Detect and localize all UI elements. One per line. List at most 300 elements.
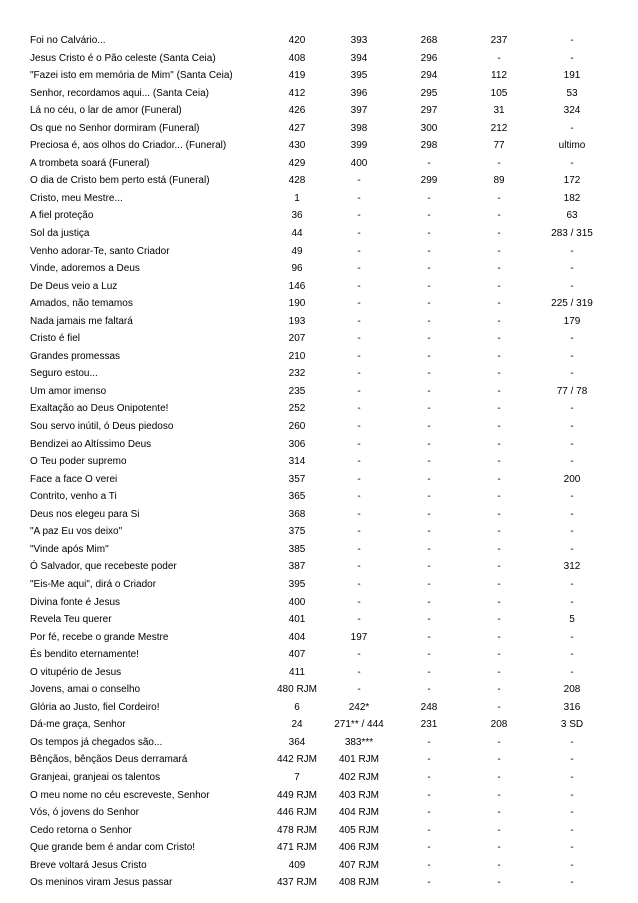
hymn-number-cell-3: - — [427, 842, 431, 854]
hymn-number-cell-5: - — [570, 526, 574, 538]
hymn-number-cell-4: - — [497, 789, 501, 801]
hymn-number-cell-5: 225 / 319 — [551, 298, 593, 310]
hymn-title-cell: O Teu poder supremo — [30, 456, 127, 468]
hymn-number-cell-4: - — [497, 877, 501, 889]
hymn-number-cell-1: 404 — [288, 631, 306, 643]
hymn-number-cell-2: 383*** — [344, 736, 374, 748]
hymn-number-cell-2: - — [357, 192, 361, 204]
hymn-number-cell-3: - — [427, 649, 431, 661]
hymn-number-cell-4: - — [497, 421, 501, 433]
hymn-number-cell-3: 248 — [420, 701, 438, 713]
hymn-number-cell-5: - — [570, 508, 574, 520]
hymn-number-cell-5: - — [570, 403, 574, 415]
table-row — [30, 541, 610, 559]
hymn-number-cell-4: - — [497, 649, 501, 661]
hymn-title-cell: Por fé, recebe o grande Mestre — [30, 631, 169, 643]
table-row — [30, 155, 610, 173]
hymn-number-cell-5: - — [570, 596, 574, 608]
hymn-number-cell-4: 105 — [490, 87, 508, 99]
hymn-number-cell-4: - — [497, 842, 501, 854]
table-row — [30, 436, 610, 454]
hymn-number-cell-4: - — [497, 631, 501, 643]
table-row — [30, 681, 610, 699]
hymn-number-cell-5: 283 / 315 — [551, 228, 593, 240]
hymn-title-cell: Um amor imenso — [30, 385, 107, 397]
hymn-number-cell-1: 437 RJM — [276, 877, 317, 889]
hymn-number-cell-2: - — [357, 543, 361, 555]
table-row — [30, 646, 610, 664]
hymn-number-cell-2: - — [357, 280, 361, 292]
table-row — [30, 874, 610, 892]
hymn-number-cell-2: - — [357, 350, 361, 362]
hymn-number-cell-3: - — [427, 350, 431, 362]
hymn-number-cell-3: - — [427, 438, 431, 450]
hymn-title-cell: Contrito, venho a Ti — [30, 491, 117, 503]
table-row — [30, 716, 610, 734]
table-row — [30, 558, 610, 576]
hymn-number-cell-2: - — [357, 526, 361, 538]
hymn-number-cell-1: 419 — [288, 70, 306, 82]
hymn-number-cell-4: - — [497, 684, 501, 696]
hymn-title-cell: Os meninos viram Jesus passar — [30, 877, 173, 889]
hymn-number-cell-2: 242* — [348, 701, 370, 713]
hymn-number-cell-1: 401 — [288, 614, 306, 626]
table-row — [30, 295, 610, 313]
hymn-number-cell-5: 191 — [563, 70, 581, 82]
hymn-number-cell-3: - — [427, 807, 431, 819]
hymn-number-cell-1: 400 — [288, 596, 306, 608]
hymn-title-cell: A trombeta soará (Funeral) — [30, 157, 150, 169]
hymn-number-cell-3: - — [427, 368, 431, 380]
hymn-table-body — [30, 32, 610, 892]
hymn-number-cell-5: 179 — [563, 315, 581, 327]
hymn-number-cell-5: - — [570, 842, 574, 854]
hymn-title-cell: Face a face O verei — [30, 473, 118, 485]
table-row — [30, 313, 610, 331]
hymn-number-cell-5: - — [570, 859, 574, 871]
hymn-number-cell-1: 430 — [288, 140, 306, 152]
table-row — [30, 225, 610, 243]
hymn-number-cell-4: - — [497, 491, 501, 503]
hymn-number-cell-2: 407 RJM — [338, 859, 379, 871]
hymn-number-cell-1: 146 — [288, 280, 306, 292]
hymn-number-cell-4: 31 — [493, 105, 505, 117]
hymn-number-cell-3: - — [427, 596, 431, 608]
hymn-number-cell-2: - — [357, 421, 361, 433]
hymn-number-cell-1: 1 — [294, 192, 300, 204]
hymn-title-cell: Vinde, adoremos a Deus — [30, 263, 140, 275]
hymn-number-cell-4: - — [497, 614, 501, 626]
hymn-number-cell-3: - — [427, 421, 431, 433]
hymn-number-cell-5: - — [570, 736, 574, 748]
hymn-number-cell-5: - — [570, 807, 574, 819]
hymn-number-cell-5: 208 — [563, 684, 581, 696]
hymn-title-cell: Venho adorar-Te, santo Criador — [30, 245, 170, 257]
table-row — [30, 330, 610, 348]
hymn-number-cell-1: 409 — [288, 859, 306, 871]
hymn-number-cell-1: 49 — [291, 245, 303, 257]
hymn-number-cell-5: - — [570, 649, 574, 661]
hymn-number-cell-1: 235 — [288, 385, 306, 397]
hymn-title-cell: O vitupério de Jesus — [30, 666, 122, 678]
hymn-number-cell-5: 324 — [563, 105, 581, 117]
hymn-number-cell-2: - — [357, 456, 361, 468]
hymn-title-cell: "Fazei isto em memória de Mim" (Santa Ceia) — [30, 70, 233, 82]
hymn-number-cell-3: - — [427, 736, 431, 748]
table-row — [30, 190, 610, 208]
hymn-number-cell-3: 300 — [420, 122, 438, 134]
hymn-number-cell-4: - — [497, 315, 501, 327]
hymn-title-cell: Ó Salvador, que recebeste poder — [30, 561, 177, 573]
hymn-number-cell-4: - — [497, 701, 501, 713]
hymn-number-cell-4: - — [497, 578, 501, 590]
hymn-number-cell-2: 400 — [350, 157, 368, 169]
table-row — [30, 32, 610, 50]
hymn-number-cell-2: 403 RJM — [338, 789, 379, 801]
hymn-number-cell-3: - — [427, 192, 431, 204]
hymn-number-cell-5: 182 — [563, 192, 581, 204]
hymn-title-cell: Que grande bem é andar com Cristo! — [30, 842, 196, 854]
hymn-title-cell: Os tempos já chegados são... — [30, 736, 163, 748]
hymn-title-cell: És bendito eternamente! — [30, 649, 139, 661]
hymn-number-cell-5: ultimo — [558, 140, 586, 152]
hymn-title-cell: Grandes promessas — [30, 350, 121, 362]
hymn-number-cell-4: - — [497, 666, 501, 678]
hymn-number-cell-2: - — [357, 649, 361, 661]
hymn-number-cell-2: 402 RJM — [338, 771, 379, 783]
hymn-number-cell-2: - — [357, 368, 361, 380]
hymn-number-cell-5: - — [570, 263, 574, 275]
hymn-number-cell-2: - — [357, 508, 361, 520]
hymn-number-cell-3: - — [427, 789, 431, 801]
hymn-number-cell-3: - — [427, 824, 431, 836]
hymn-number-cell-5: - — [570, 421, 574, 433]
table-row — [30, 506, 610, 524]
hymn-number-cell-3: 295 — [420, 87, 438, 99]
hymn-number-cell-5: - — [570, 438, 574, 450]
hymn-title-cell: Vós, ó jovens do Senhor — [30, 807, 139, 819]
hymn-number-cell-4: - — [497, 754, 501, 766]
hymn-title-cell: Jovens, amai o conselho — [30, 684, 141, 696]
hymn-number-cell-3: - — [427, 228, 431, 240]
hymn-number-cell-1: 411 — [289, 666, 305, 678]
hymn-number-cell-4: 77 — [493, 140, 505, 152]
table-row — [30, 471, 610, 489]
hymn-number-cell-5: - — [570, 122, 574, 134]
hymn-number-cell-4: - — [497, 333, 501, 345]
hymn-number-cell-5: - — [570, 754, 574, 766]
hymn-number-cell-2: 395 — [350, 70, 368, 82]
hymn-number-cell-3: - — [427, 859, 431, 871]
table-row — [30, 67, 610, 85]
hymn-number-cell-2: - — [357, 385, 361, 397]
hymn-title-cell: Cristo, meu Mestre... — [30, 192, 123, 204]
hymn-number-cell-3: - — [427, 631, 431, 643]
table-row — [30, 102, 610, 120]
table-row — [30, 260, 610, 278]
hymn-number-cell-3: 298 — [420, 140, 438, 152]
hymn-number-cell-4: 112 — [491, 70, 507, 82]
hymn-number-cell-3: 294 — [420, 70, 438, 82]
table-row — [30, 664, 610, 682]
hymn-number-cell-3: - — [427, 298, 431, 310]
hymn-number-cell-5: - — [570, 245, 574, 257]
hymn-number-cell-3: - — [427, 561, 431, 573]
hymn-number-cell-1: 357 — [288, 473, 306, 485]
hymn-number-cell-2: 394 — [350, 52, 368, 64]
hymn-title-cell: De Deus veio a Luz — [30, 280, 118, 292]
hymn-title-cell: Seguro estou... — [30, 368, 98, 380]
hymn-number-cell-2: - — [357, 666, 361, 678]
hymn-number-cell-5: - — [570, 578, 574, 590]
hymn-number-cell-4: - — [497, 807, 501, 819]
hymn-number-cell-2: - — [357, 578, 361, 590]
hymn-number-cell-3: - — [427, 491, 431, 503]
hymn-number-cell-4: - — [497, 228, 501, 240]
table-row — [30, 207, 610, 225]
hymn-number-cell-1: 426 — [288, 105, 306, 117]
hymn-title-cell: Os que no Senhor dormiram (Funeral) — [30, 122, 200, 134]
hymn-number-cell-4: - — [497, 385, 501, 397]
table-row — [30, 418, 610, 436]
hymn-number-cell-1: 427 — [288, 122, 306, 134]
hymn-number-cell-1: 408 — [288, 52, 306, 64]
hymn-title-cell: Exaltação ao Deus Onipotente! — [30, 403, 169, 415]
hymn-number-cell-3: 299 — [420, 175, 438, 187]
hymn-number-cell-2: - — [357, 491, 361, 503]
hymn-number-cell-5: - — [570, 333, 574, 345]
hymn-number-cell-1: 44 — [291, 228, 303, 240]
hymn-number-cell-4: 212 — [490, 122, 508, 134]
hymn-number-cell-3: 231 — [420, 719, 438, 731]
hymn-title-cell: Preciosa é, aos olhos do Criador... (Funeral) — [30, 140, 227, 152]
hymn-number-cell-3: - — [427, 263, 431, 275]
hymn-number-cell-5: 63 — [566, 210, 578, 222]
hymn-number-cell-1: 420 — [288, 35, 306, 46]
table-row — [30, 348, 610, 366]
hymn-number-cell-5: - — [570, 350, 574, 362]
hymn-number-cell-2: 405 RJM — [338, 824, 379, 836]
hymn-number-cell-5: - — [570, 35, 574, 46]
hymn-number-cell-5: - — [570, 157, 574, 169]
hymn-title-cell: Lá no céu, o lar de amor (Funeral) — [30, 105, 182, 117]
hymn-index-table — [30, 32, 610, 892]
table-row — [30, 611, 610, 629]
hymn-number-cell-2: 401 RJM — [338, 754, 379, 766]
hymn-number-cell-2: - — [357, 438, 361, 450]
hymn-number-cell-1: 471 RJM — [276, 842, 317, 854]
hymn-title-cell: Bendizei ao Altíssimo Deus — [30, 438, 152, 450]
hymn-number-cell-5: - — [570, 666, 574, 678]
hymn-number-cell-2: - — [357, 228, 361, 240]
hymn-number-cell-5: - — [570, 280, 574, 292]
hymn-number-cell-2: 271** / 444 — [334, 719, 384, 731]
table-row — [30, 453, 610, 471]
hymn-number-cell-5: - — [570, 877, 574, 889]
table-row — [30, 120, 610, 138]
hymn-number-cell-5: 77 / 78 — [556, 385, 588, 397]
hymn-number-cell-2: - — [357, 315, 361, 327]
hymn-number-cell-4: - — [497, 298, 501, 310]
hymn-number-cell-5: - — [570, 824, 574, 836]
hymn-number-cell-2: - — [357, 684, 361, 696]
hymn-number-cell-3: - — [427, 456, 431, 468]
hymn-number-cell-5: - — [570, 631, 574, 643]
hymn-number-cell-1: 407 — [288, 649, 306, 661]
hymn-number-cell-1: 24 — [291, 719, 303, 731]
hymn-number-cell-5: 312 — [563, 561, 581, 573]
hymn-number-cell-4: - — [497, 210, 501, 222]
hymn-title-cell: Senhor, recordamos aqui... (Santa Ceia) — [30, 87, 209, 99]
hymn-number-cell-1: 232 — [288, 368, 306, 380]
table-row — [30, 839, 610, 857]
hymn-number-cell-5: 172 — [563, 175, 581, 187]
hymn-number-cell-1: 428 — [288, 175, 306, 187]
hymn-number-cell-2: 396 — [350, 87, 368, 99]
hymn-number-cell-4: - — [497, 771, 501, 783]
hymn-number-cell-4: - — [497, 368, 501, 380]
hymn-number-cell-5: - — [570, 771, 574, 783]
hymn-title-cell: Sol da justiça — [30, 228, 90, 240]
hymn-number-cell-1: 210 — [288, 350, 306, 362]
hymn-number-cell-1: 193 — [288, 315, 306, 327]
hymn-number-cell-4: - — [497, 526, 501, 538]
table-row — [30, 85, 610, 103]
hymn-number-cell-2: - — [357, 210, 361, 222]
hymn-number-cell-1: 480 RJM — [276, 684, 317, 696]
table-row — [30, 50, 610, 68]
hymn-number-cell-4: - — [497, 859, 501, 871]
hymn-number-cell-1: 368 — [288, 508, 306, 520]
hymn-number-cell-1: 412 — [288, 87, 306, 99]
table-row — [30, 594, 610, 612]
hymn-title-cell: A fiel proteção — [30, 210, 94, 222]
hymn-number-cell-3: 297 — [420, 105, 438, 117]
hymn-title-cell: Sou servo inútil, ó Deus piedoso — [30, 421, 174, 433]
hymn-number-cell-1: 306 — [288, 438, 306, 450]
hymn-number-cell-3: - — [427, 877, 431, 889]
hymn-number-cell-1: 260 — [288, 421, 306, 433]
hymn-number-cell-3: - — [427, 578, 431, 590]
table-row — [30, 488, 610, 506]
table-row — [30, 822, 610, 840]
hymn-title-cell: Breve voltará Jesus Cristo — [30, 859, 147, 871]
hymn-title-cell: "Eis-Me aqui", dirá o Criador — [30, 578, 157, 590]
hymn-number-cell-5: - — [570, 789, 574, 801]
hymn-number-cell-2: - — [357, 263, 361, 275]
hymn-number-cell-3: - — [427, 245, 431, 257]
hymn-number-cell-5: - — [570, 368, 574, 380]
hymn-number-cell-3: - — [427, 473, 431, 485]
hymn-number-cell-5: 200 — [563, 473, 581, 485]
hymn-title-cell: Foi no Calvário... — [30, 35, 106, 46]
hymn-title-cell: Dá-me graça, Senhor — [30, 719, 126, 731]
hymn-number-cell-3: - — [427, 754, 431, 766]
hymn-number-cell-1: 429 — [288, 157, 306, 169]
hymn-number-cell-4: - — [497, 403, 501, 415]
table-row — [30, 804, 610, 822]
hymn-number-cell-3: - — [427, 543, 431, 555]
hymn-number-cell-2: - — [357, 561, 361, 573]
hymn-number-cell-3: - — [427, 526, 431, 538]
hymn-number-cell-5: 3 SD — [560, 719, 584, 731]
hymn-number-cell-3: - — [427, 403, 431, 415]
hymn-title-cell: Amados, não temamos — [30, 298, 133, 310]
hymn-number-cell-3: - — [427, 385, 431, 397]
hymn-number-cell-2: 398 — [350, 122, 368, 134]
hymn-number-cell-3: 268 — [420, 35, 438, 46]
hymn-number-cell-1: 252 — [288, 403, 306, 415]
hymn-title-cell: O dia de Cristo bem perto está (Funeral) — [30, 175, 210, 187]
hymn-number-cell-4: - — [497, 280, 501, 292]
hymn-number-cell-4: - — [497, 561, 501, 573]
hymn-number-cell-4: 237 — [490, 35, 508, 46]
table-row — [30, 365, 610, 383]
hymn-number-cell-1: 6 — [294, 701, 300, 713]
hymn-number-cell-5: 316 — [563, 701, 581, 713]
table-row — [30, 787, 610, 805]
hymn-number-cell-1: 7 — [294, 771, 300, 783]
table-row — [30, 278, 610, 296]
hymn-number-cell-1: 387 — [288, 561, 306, 573]
hymn-number-cell-3: - — [427, 210, 431, 222]
table-row — [30, 629, 610, 647]
hymn-title-cell: Jesus Cristo é o Pão celeste (Santa Ceia) — [30, 52, 216, 64]
hymn-number-cell-1: 314 — [288, 456, 306, 468]
hymn-number-cell-1: 190 — [288, 298, 306, 310]
hymn-number-cell-4: - — [497, 824, 501, 836]
hymn-number-cell-1: 365 — [288, 491, 306, 503]
table-row — [30, 576, 610, 594]
hymn-number-cell-2: - — [357, 298, 361, 310]
hymn-number-cell-2: 406 RJM — [338, 842, 379, 854]
table-row — [30, 383, 610, 401]
hymn-number-cell-3: 296 — [420, 52, 438, 64]
hymn-number-cell-3: - — [427, 684, 431, 696]
hymn-number-cell-4: - — [497, 438, 501, 450]
hymn-number-cell-4: - — [497, 52, 501, 64]
hymn-number-cell-2: - — [357, 245, 361, 257]
hymn-number-cell-5: 5 — [569, 614, 575, 626]
hymn-number-cell-3: - — [427, 508, 431, 520]
table-row — [30, 137, 610, 155]
hymn-number-cell-1: 385 — [288, 543, 306, 555]
hymn-number-cell-2: - — [357, 473, 361, 485]
hymn-title-cell: "A paz Eu vos deixo" — [30, 526, 123, 538]
hymn-number-cell-4: - — [497, 473, 501, 485]
table-row — [30, 243, 610, 261]
hymn-title-cell: "Vinde após Mim" — [30, 543, 109, 555]
hymn-title-cell: Glória ao Justo, fiel Cordeiro! — [30, 701, 160, 713]
hymn-number-cell-2: - — [357, 596, 361, 608]
table-row — [30, 857, 610, 875]
hymn-number-cell-2: 393 — [350, 35, 368, 46]
hymn-number-cell-4: - — [497, 157, 501, 169]
hymn-number-cell-3: - — [427, 315, 431, 327]
hymn-number-cell-4: 208 — [490, 719, 508, 731]
hymn-number-cell-1: 395 — [288, 578, 306, 590]
hymn-title-cell: O meu nome no céu escreveste, Senhor — [30, 789, 210, 801]
hymn-number-cell-5: - — [570, 491, 574, 503]
hymn-number-cell-4: - — [497, 543, 501, 555]
table-row — [30, 523, 610, 541]
hymn-number-cell-4: 89 — [493, 175, 505, 187]
hymn-number-cell-1: 207 — [288, 333, 306, 345]
hymn-number-cell-4: - — [497, 508, 501, 520]
hymn-number-cell-1: 442 RJM — [276, 754, 317, 766]
hymn-title-cell: Deus nos elegeu para Si — [30, 508, 140, 520]
hymn-number-cell-1: 36 — [291, 210, 303, 222]
